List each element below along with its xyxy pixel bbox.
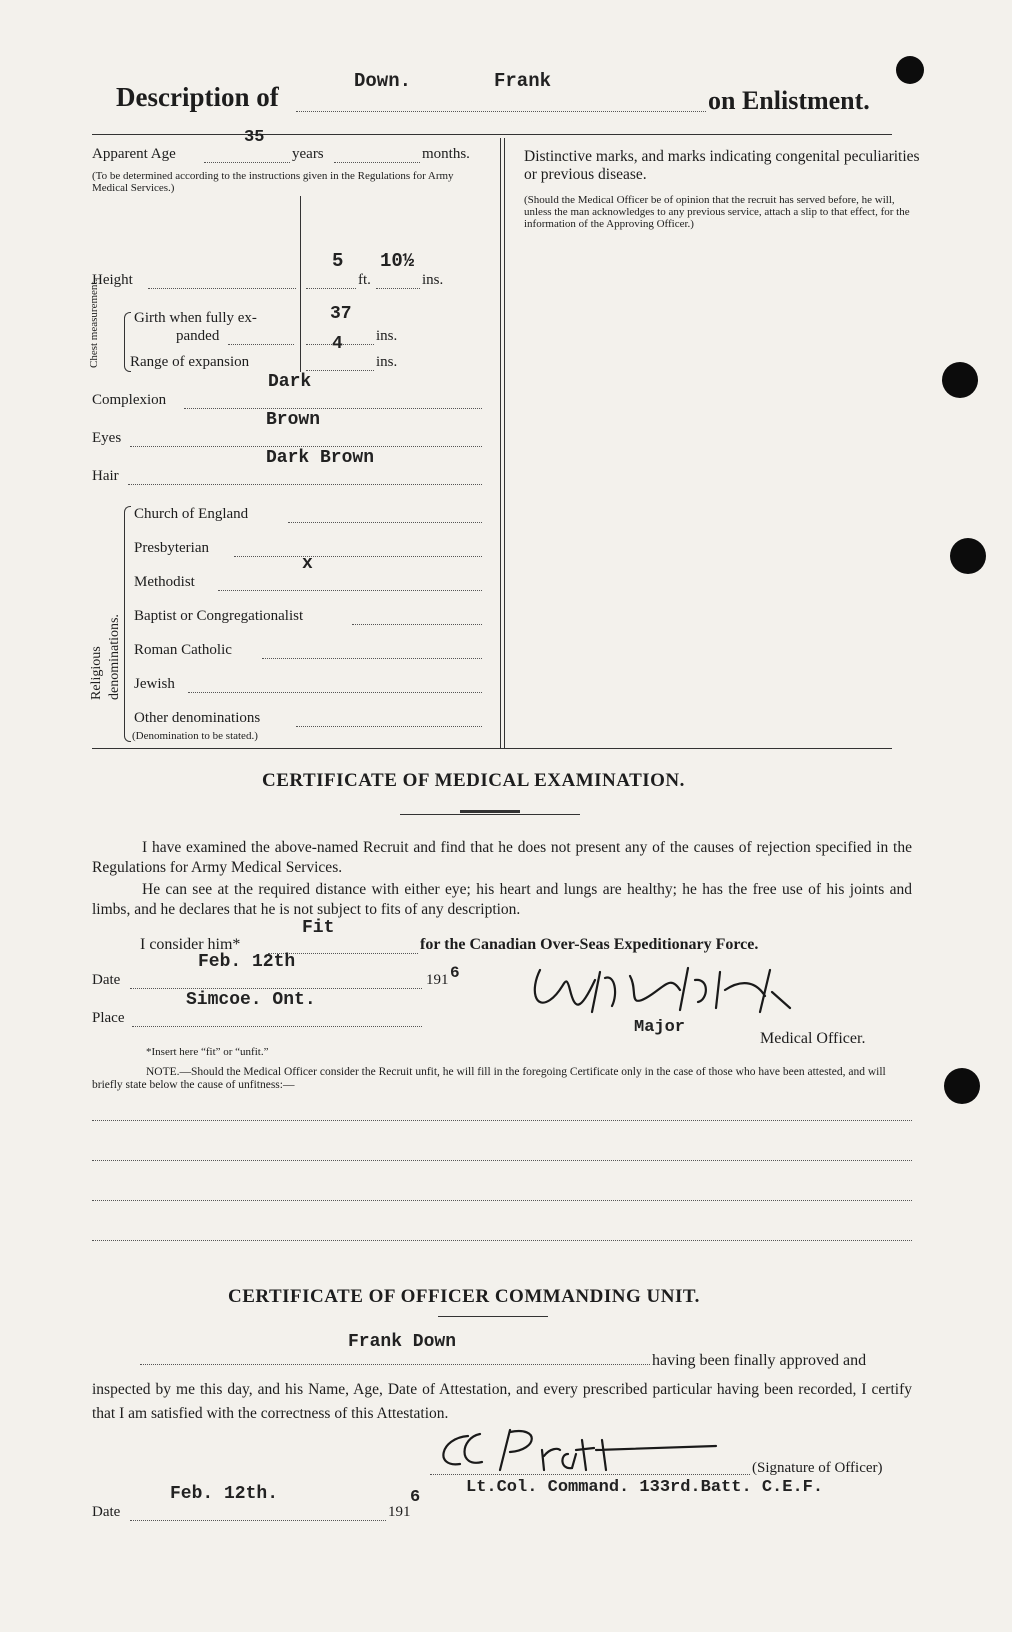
section-rule [92, 748, 892, 749]
religion-mark: x [302, 554, 313, 574]
unfitness-line [92, 1240, 912, 1241]
years-label: years [292, 146, 324, 162]
religion-methodist: Methodist [134, 574, 195, 590]
eyes-label: Eyes [92, 430, 122, 446]
unfit-note: NOTE.—Should the Medical Officer consider the Recruit unfit, he will fill in the foregoing Certificate only in the case of those who have been attested, and will briefly state below the cause of unfitness:— [92, 1066, 886, 1091]
column-divider [500, 138, 501, 748]
title-rule-short [460, 810, 520, 813]
punch-hole [944, 1068, 980, 1104]
for-force-label: for the Canadian Over-Seas Expeditionary Force. [420, 936, 759, 953]
eyes-value: Brown [266, 410, 321, 430]
religion-baptist: Baptist or Congregationalist [134, 608, 304, 624]
religion-presbyterian: Presbyterian [134, 540, 209, 556]
range-label: Range of expansion [130, 354, 250, 370]
religion-roman-catholic: Roman Catholic [134, 642, 232, 658]
commanding-officer-signature [420, 1420, 720, 1480]
unfitness-line [92, 1120, 912, 1121]
medical-year-prefix: 191 [426, 972, 449, 988]
place-label: Place [92, 1010, 125, 1026]
religion-church-of-england: Church of England [134, 506, 249, 522]
medical-certificate-title: CERTIFICATE OF MEDICAL EXAMINATION. [262, 770, 685, 791]
punch-hole [896, 56, 924, 84]
title-rule [400, 814, 580, 815]
religious-denominations-label: Religious denominations. [89, 614, 122, 700]
surname-value: Down. [354, 70, 412, 92]
place-value: Simcoe. Ont. [186, 990, 316, 1010]
height-ft-value: 5 [332, 250, 344, 272]
fit-value: Fit [302, 918, 335, 938]
hair-label: Hair [92, 468, 119, 484]
unfitness-line [92, 1160, 912, 1161]
commanding-para: inspected by me this day, and his Name, Age, Date of Attestation, and every prescribed particular having been recorded, I certify that I am satisfied with the correctness of this Attestation. [92, 1381, 912, 1422]
commanding-title-rule [438, 1316, 548, 1317]
given-name-value: Frank [494, 70, 552, 92]
approved-label: having been finally approved and [652, 1352, 867, 1369]
range-value: 4 [332, 334, 343, 354]
religion-brace [124, 506, 131, 742]
punch-hole [942, 362, 978, 398]
religion-jewish: Jewish [134, 676, 175, 692]
on-enlistment-label: on Enlistment. [708, 86, 870, 115]
chest-measurement-label: Chest measurement. [88, 278, 100, 368]
medical-para-1: I have examined the above-named Recruit and find that he does not present any of the causes of rejection specified in the Regulations for Army Medical Services. [92, 839, 912, 876]
commanding-date-label: Date [92, 1504, 121, 1520]
signature-of-officer-label: (Signature of Officer) [752, 1460, 883, 1476]
girth-ins-label: ins. [376, 328, 398, 344]
age-value: 35 [244, 128, 265, 147]
punch-hole [950, 538, 986, 574]
complexion-label: Complexion [92, 392, 167, 408]
description-of-label: Description of [116, 82, 279, 112]
medical-year-digit: 6 [450, 964, 460, 982]
medical-officer-rank: Major [634, 1018, 686, 1037]
commanding-officer-title: Lt.Col. Command. 133rd.Batt. C.E.F. [466, 1478, 824, 1497]
medical-para-2: He can see at the required distance with either eye; his heart and lungs are healthy; he has the free use of his joints and limbs, and he declares that he is not subject to fits of any description. [92, 881, 912, 918]
commanding-year-prefix: 191 [388, 1504, 411, 1520]
commanding-year-digit: 6 [410, 1488, 421, 1507]
column-divider-second [504, 138, 505, 748]
months-label: months. [422, 146, 470, 162]
consider-label: I consider him* [140, 936, 241, 953]
girth-value: 37 [330, 304, 352, 324]
girth-label: Girth when fully ex- [134, 310, 257, 326]
age-note: (To be determined according to the instructions given in the Regulations for Army Medical Services.) [92, 170, 454, 194]
girth-label-2: panded [176, 328, 220, 344]
recruit-name-value: Frank Down [348, 1332, 457, 1352]
medical-date-value: Feb. 12th [198, 952, 296, 972]
medical-officer-signature [520, 950, 800, 1026]
religion-other: Other denominations [134, 710, 261, 726]
height-label: Height [92, 272, 133, 288]
distinctive-marks-note: (Should the Medical Officer be of opinion that the recruit has served before, he will, unless the man acknowledges to any previous service, attach a slip to that effect, for the information of the Approving Officer.) [524, 194, 910, 230]
commanding-date-value: Feb. 12th. [170, 1484, 279, 1504]
ins-label: ins. [422, 272, 444, 288]
unfitness-line [92, 1200, 912, 1201]
insert-fit-note: *Insert here “fit” or “unfit.” [146, 1046, 269, 1058]
commanding-certificate-title: CERTIFICATE OF OFFICER COMMANDING UNIT. [228, 1286, 700, 1307]
medical-date-label: Date [92, 972, 121, 988]
height-ins-value: 10½ [380, 250, 415, 272]
hair-value: Dark Brown [266, 448, 375, 468]
apparent-age-label: Apparent Age [92, 146, 176, 162]
religion-other-note: (Denomination to be stated.) [132, 730, 258, 742]
header-rule [92, 134, 892, 135]
range-ins-label: ins. [376, 354, 398, 370]
complexion-value: Dark [268, 372, 312, 392]
distinctive-marks-heading: Distinctive marks, and marks indicating congenital peculiarities or previous disease. [524, 148, 920, 183]
ft-label: ft. [358, 272, 371, 288]
measure-divider [300, 196, 301, 372]
medical-officer-label: Medical Officer. [760, 1030, 866, 1047]
